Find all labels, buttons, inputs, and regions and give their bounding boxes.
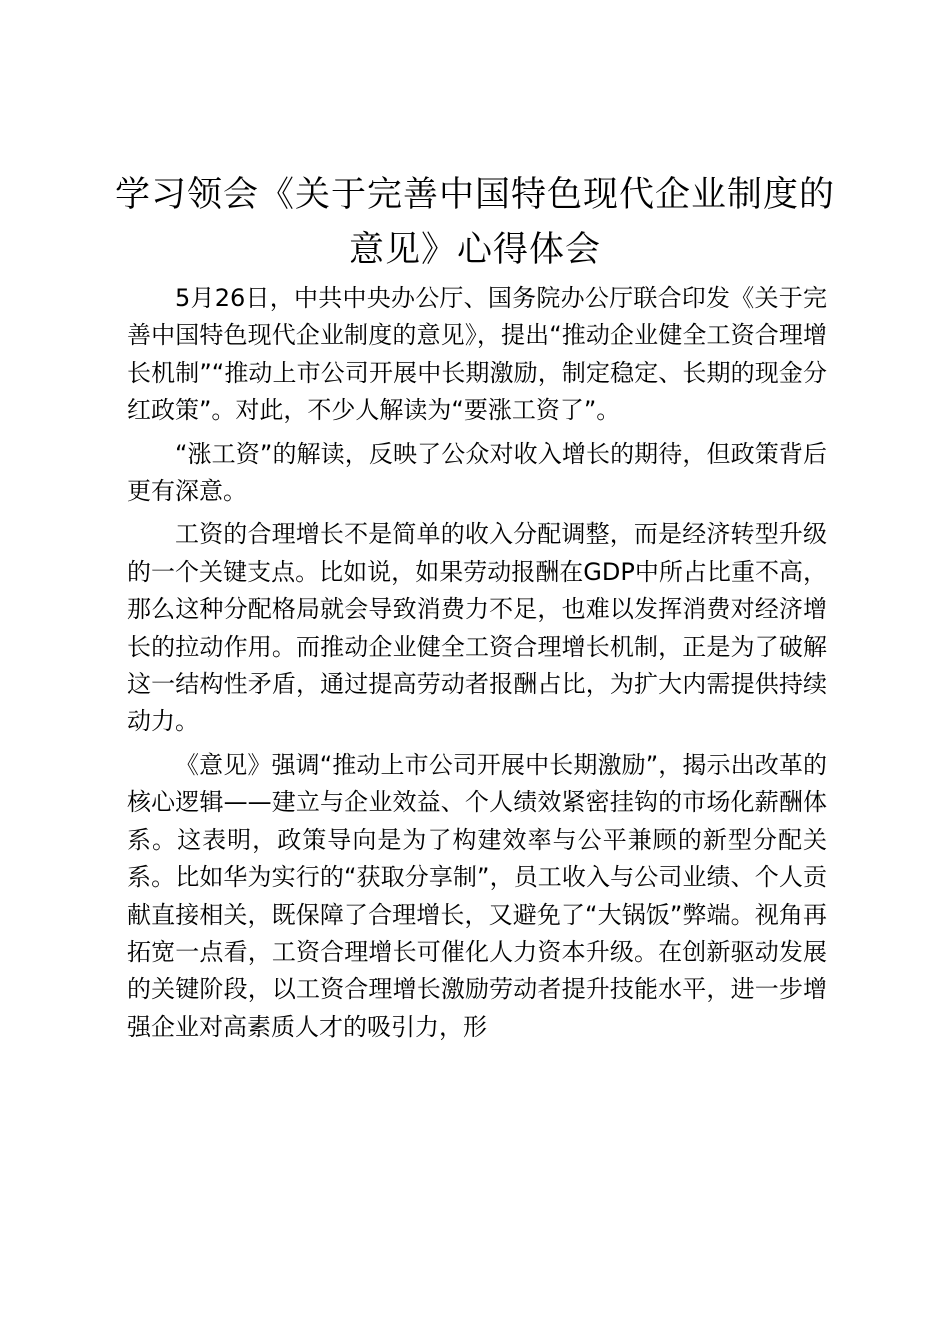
document-body — [127, 280, 827, 1052]
paragraph-1: 5月26日，中共中央办公厅、国务院办公厅联合印发《关于完善中国特色现代企业制度的意见》，提出“推动企业健全工资合理增长机制”“推动上市公司开展中长期激励，制定稳定、长期的现金分红政策”。对此，不少人解读为“要涨工资了”。 — [127, 284, 827, 425]
paragraph-4: 《意见》强调“推动上市公司开展中长期激励”，揭示出改革的核心逻辑——建立与企业效益、个人绩效紧密挂钩的市场化薪酬体系。这表明，政策导向是为了构建效率与公平兼顾的新型分配关系。比如华为实行的“获取分享制”，员工收入与公司业绩、个人贡献直接相关，既保障了合理增长，又避免了“大锅饭”弊端。视角再拓宽一点看，工资合理增长可催化人力资本升级。在创新驱动发展的关键阶段，以工资合理增长激励劳动者提升技能水平，进一步增强企业对高素质人才的吸引力，形 — [127, 750, 827, 1041]
document-title: 学习领会《关于完善中国特色现代企业制度的意见》心得体会 — [114, 175, 835, 270]
paragraph-2: “涨工资”的解读，反映了公众对收入增长的期待，但政策背后更有深意。 — [127, 439, 827, 506]
paragraph-3: 工资的合理增长不是简单的收入分配调整，而是经济转型升级的一个关键支点。比如说，如果劳动报酬在GDP中所占比重不高，那么这种分配格局就会导致消费力不足，也难以发挥消费对经济增长的拉动作用。而推动企业健全工资合理增长机制，正是为了破解这一结构性矛盾，通过提高劳动者报酬占比，为扩大内需提供持续动力。 — [127, 520, 827, 736]
